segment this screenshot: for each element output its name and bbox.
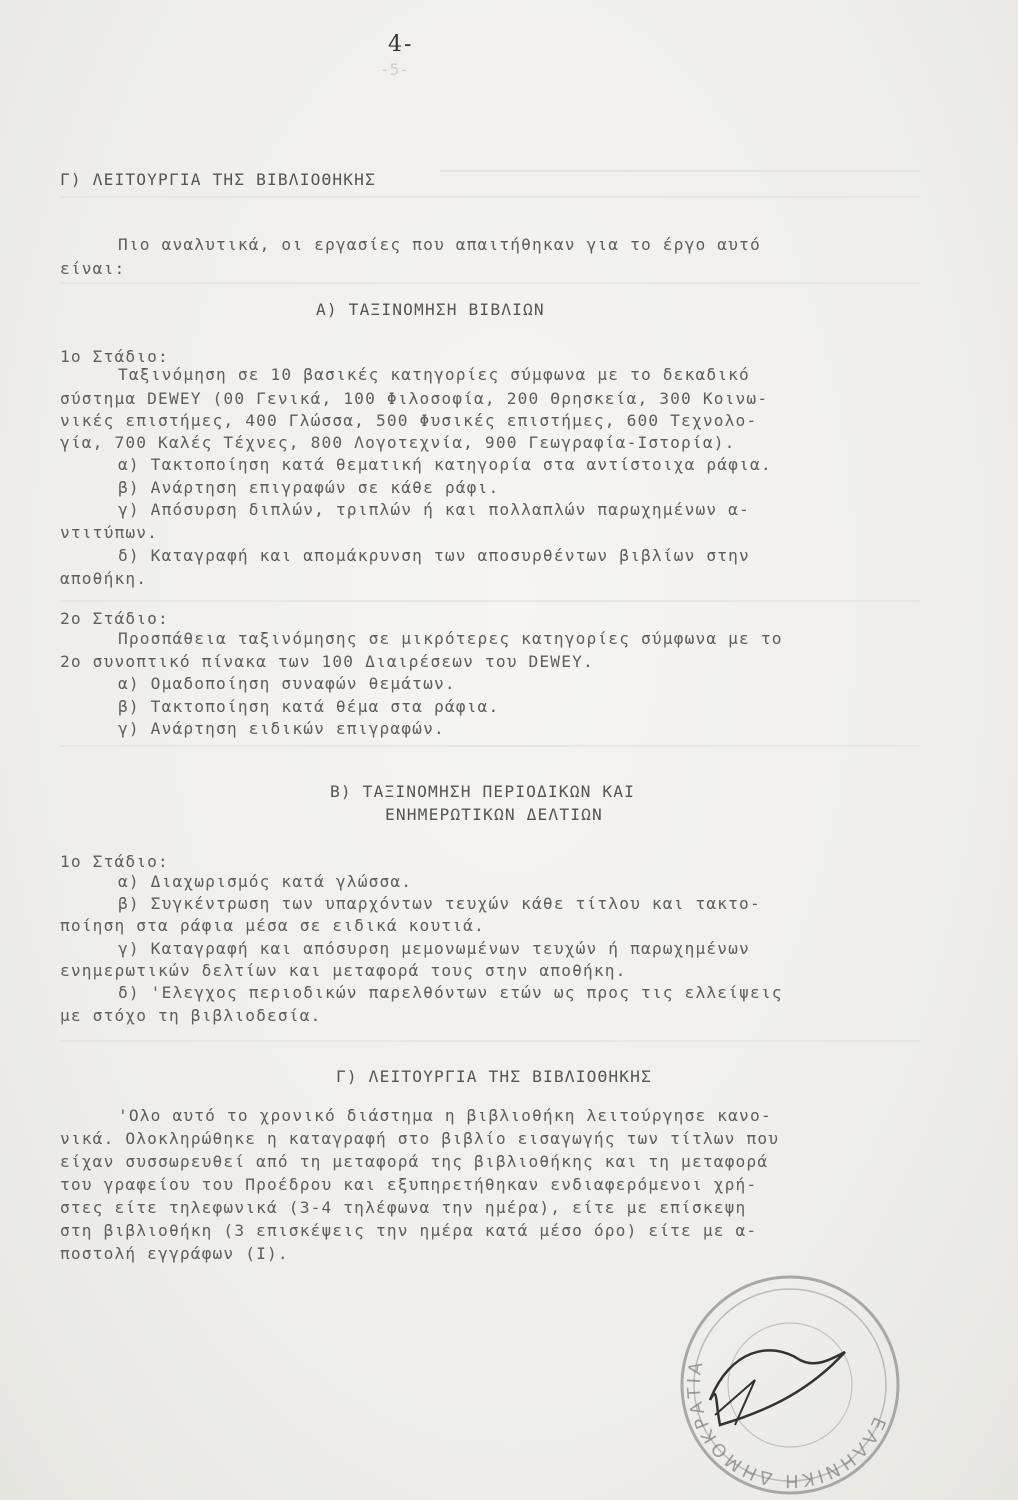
section-a-line: β) Τακτοποίηση κατά θέμα στα ράφια. — [118, 697, 500, 716]
section-c-line: στη βιβλιοθήκη (3 επισκέψεις την ημέρα κατά μέσο όρο) είτε με α- — [60, 1221, 758, 1240]
section-c-line: του γραφείου του Προέδρου και εξυπηρετήθηκαν ενδιαφερόμενοι χρή- — [60, 1175, 758, 1194]
section-a-line: Ταξινόμηση σε 10 βασικές κατηγορίες σύμφωνα με το δεκαδικό — [118, 365, 750, 384]
section-c-line: νικά. Ολοκληρώθηκε η καταγραφή στο βιβλίο εισαγωγής των τίτλων που — [60, 1129, 780, 1148]
intro-line: είναι: — [60, 259, 126, 278]
section-a-line: 2ο συνοπτικό πίνακα των 100 Διαιρέσεων του DEWEY. — [60, 652, 594, 671]
section-b-line: ποίηση στα ράφια μέσα σε ειδικά κουτιά. — [60, 916, 485, 935]
section-c-line: ποστολή εγγράφων (Ι). — [60, 1244, 289, 1263]
section-a-line: σύστημα DEWEY (00 Γενικά, 100 Φιλοσοφία, 200 Θρησκεία, 300 Κοινω- — [60, 389, 769, 408]
official-stamp — [640, 1250, 940, 1500]
section-a-line: νικές επιστήμες, 400 Γλώσσα, 500 Φυσικές επιστήμες, 600 Τεχνολο- — [60, 411, 758, 430]
section-a-line: α) Τακτοποίηση κατά θεματική κατηγορία στα αντίστοιχα ράφια. — [118, 455, 772, 474]
section-b-title-line1: Β) ΤΑΞΙΝΟΜΗΣΗ ΠΕΡΙΟΔΙΚΩΝ ΚΑΙ — [330, 782, 636, 801]
section-a-line: α) Ομαδοποίηση συναφών θεμάτων. — [118, 674, 456, 693]
section-b-line: γ) Καταγραφή και απόσυρση μεμονωμένων τευχών ή παρωχημένων — [118, 939, 750, 958]
section-a-line: ντιτύπων. — [60, 523, 159, 542]
section-b-line: β) Συγκέντρωση των υπαρχόντων τευχών κάθε τίτλου και τακτο- — [118, 894, 761, 913]
section-b-line: ενημερωτικών δελτίων και μεταφορά τους στην αποθήκη. — [60, 961, 627, 980]
section-a-line: γ) Ανάρτηση ειδικών επιγραφών. — [118, 719, 445, 738]
section-a-line: αποθήκη. — [60, 569, 148, 588]
section-b-line: α) Διαχωρισμός κατά γλώσσα. — [118, 872, 413, 891]
section-a-stage2-label: 2ο Στάδιο: — [60, 609, 169, 628]
section-a-line: β) Ανάρτηση επιγραφών σε κάθε ράφι. — [118, 478, 500, 497]
section-a-line: γ) Απόσυρση διπλών, τριπλών ή και πολλαπλών παρωχημένων α- — [118, 500, 750, 519]
section-a-title: Α) ΤΑΞΙΝΟΜΗΣΗ ΒΙΒΛΙΩΝ — [316, 300, 545, 319]
top-heading: Γ) ΛΕΙΤΟΥΡΓΙΑ ΤΗΣ ΒΙΒΛΙΟΘΗΚΗΣ — [60, 170, 376, 189]
signature-stroke — [715, 1380, 755, 1425]
section-c-line: είχαν συσσωρευθεί από τη μεταφορά της βιβλιοθήκης και τη μεταφορά — [60, 1152, 769, 1171]
section-b-line: δ) 'Ελεγχος περιοδικών παρελθόντων ετών ως προς τις ελλείψεις — [118, 983, 783, 1002]
intro-line: Πιο αναλυτικά, οι εργασίες που απαιτήθηκαν για το έργο αυτό — [118, 235, 761, 254]
section-a-line: δ) Καταγραφή και απομάκρυνση των αποσυρθέντων βιβλίων στην — [118, 546, 750, 565]
section-c-title: Γ) ΛΕΙΤΟΥΡΓΙΑ ΤΗΣ ΒΙΒΛΙΟΘΗΚΗΣ — [336, 1067, 652, 1086]
page-number: 4- — [388, 32, 414, 57]
section-a-stage1-label: 1ο Στάδιο: — [60, 347, 169, 366]
bleed-through-page-number: -5- — [380, 60, 409, 79]
section-c-line: στες είτε τηλεφωνικά (3-4 τηλέφωνα την ημέρα), είτε με επίσκεψη — [60, 1198, 747, 1217]
section-c-line: 'Ολο αυτό το χρονικό διάστημα η βιβλιοθήκη λειτούργησε κανο- — [118, 1106, 772, 1125]
section-b-title-line2: ΕΝΗΜΕΡΩΤΙΚΩΝ ΔΕΛΤΙΩΝ — [385, 805, 603, 824]
signature-mark — [710, 1350, 845, 1425]
section-a-line: Προσπάθεια ταξινόμησης σε μικρότερες κατηγορίες σύμφωνα με το — [118, 629, 783, 648]
section-b-line: με στόχο τη βιβλιοδεσία. — [60, 1006, 322, 1025]
stamp-text: ΕΛΛΗΝΙΚΗ ΔΗΜΟΚΡΑΤΙΑ — [683, 1357, 890, 1492]
section-b-stage1-label: 1ο Στάδιο: — [60, 852, 169, 871]
section-a-line: γία, 700 Καλές Τέχνες, 800 Λογοτεχνία, 900 Γεωγραφία-Ιστορία). — [60, 433, 736, 452]
